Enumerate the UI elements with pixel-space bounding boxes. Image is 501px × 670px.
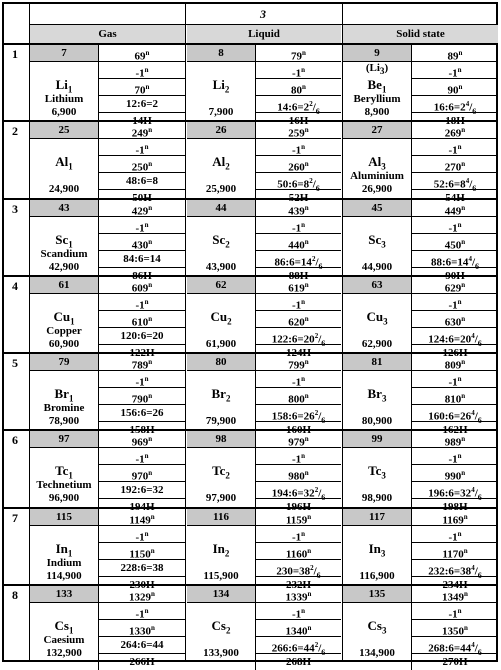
value-minus-one: -1$^n$ xyxy=(412,294,498,311)
element-symbol: $Be_1$ xyxy=(367,77,387,95)
row-number: 8 xyxy=(12,587,18,602)
element-name: Scandium xyxy=(40,247,88,260)
value-h: 198H xyxy=(442,501,468,514)
value-top: 429$^n$ xyxy=(99,200,185,217)
value-minus-one: -1$^n$ xyxy=(256,139,341,156)
value-h: 126H xyxy=(442,346,468,359)
value-top: 69$^n$ xyxy=(99,45,185,62)
value-top: 799$^n$ xyxy=(256,354,341,371)
value-fraction: $16:6=2^4/_6$ xyxy=(412,96,498,113)
value-fraction: $230=38^2/_6$ xyxy=(256,560,341,577)
value-fraction: $194:6=32^2/_6$ xyxy=(256,482,341,499)
isotope-values xyxy=(255,122,341,206)
row-number: 4 xyxy=(12,278,18,293)
element-name: Caesium xyxy=(43,633,85,646)
isotope-values xyxy=(98,277,185,361)
element-symbol: $Al_2$ xyxy=(212,154,230,172)
value-second: 630$^n$ xyxy=(412,311,498,328)
value-second: 810$^n$ xyxy=(412,388,498,405)
value-fraction: $124:6=20^4/_6$ xyxy=(412,328,498,345)
element-symbol: $In_1$ xyxy=(55,540,73,559)
isotope-values xyxy=(411,431,498,515)
value-top: 1169$^n$ xyxy=(412,509,498,526)
value-minus-one: -1$^n$ xyxy=(412,139,498,156)
isotope-cell xyxy=(30,354,185,436)
value-minus-one: -1$^n$ xyxy=(99,139,185,156)
element-symbol: $Tc_1$ xyxy=(55,463,73,481)
atomic-mass: 8,900 xyxy=(364,106,390,118)
value-top: 629$^n$ xyxy=(412,277,498,294)
atomic-mass: 60,900 xyxy=(48,337,80,350)
value-h: 234H xyxy=(442,578,468,591)
row-number: 3 xyxy=(12,201,18,216)
value-minus-one: -1$^n$ xyxy=(412,603,498,620)
column-divider xyxy=(342,4,343,660)
value-top: 1349$^n$ xyxy=(412,586,498,603)
value-fraction: $160:6=26^4/_6$ xyxy=(412,405,498,422)
isotope-values xyxy=(411,200,498,284)
isotope-number: 61 xyxy=(30,277,98,294)
value-top: 439$^n$ xyxy=(256,200,341,217)
value-second: 90$^n$ xyxy=(412,79,498,96)
value-minus-one: -1$^n$ xyxy=(412,448,498,465)
element-symbol: $Al_3$ xyxy=(368,154,386,172)
value-second: 270$^n$ xyxy=(412,156,498,173)
table-row xyxy=(4,584,496,668)
element-symbol: $Tc_3$ xyxy=(368,463,386,481)
row-number: 7 xyxy=(12,510,18,525)
value-top: 969$^n$ xyxy=(99,431,185,448)
isotope-number: 117 xyxy=(343,509,411,526)
isotope-number: 97 xyxy=(30,431,98,448)
isotope-values xyxy=(255,45,341,129)
isotope-cell xyxy=(343,354,498,436)
value-h: 270H xyxy=(442,655,468,668)
value-top: 619$^n$ xyxy=(256,277,341,294)
value-second: 800$^n$ xyxy=(256,388,341,405)
element-symbol: $Cs_3$ xyxy=(367,617,387,636)
value-top: 809$^n$ xyxy=(412,354,498,371)
element-symbol: $Cu_3$ xyxy=(366,308,388,327)
value-h: 124H xyxy=(285,346,312,359)
isotope-cell xyxy=(30,509,185,591)
value-minus-one: -1$^n$ xyxy=(99,371,185,388)
value-minus-one: -1$^n$ xyxy=(412,371,498,388)
isotope-cell xyxy=(187,354,341,436)
element-name: Indium xyxy=(46,556,82,569)
value-minus-one: -1$^n$ xyxy=(99,294,185,311)
value-second: 70$^n$ xyxy=(99,79,185,96)
isotope-values xyxy=(411,586,498,670)
isotope-values xyxy=(411,45,498,129)
isotope-number: 80 xyxy=(187,354,255,371)
value-top: 269$^n$ xyxy=(412,122,498,139)
value-h: 14H xyxy=(132,115,152,127)
value-top: 979$^n$ xyxy=(256,431,341,448)
row-number: 6 xyxy=(12,433,18,448)
isotope-number: 81 xyxy=(343,354,411,371)
value-fraction: 120:6=20 xyxy=(99,328,185,345)
value-h: 18H xyxy=(445,115,465,127)
value-fraction: $158:6=26^2/_6$ xyxy=(256,405,341,422)
value-minus-one: -1$^n$ xyxy=(412,526,498,543)
value-second: 450$^n$ xyxy=(412,234,498,251)
element-name: Aluminium xyxy=(350,170,404,183)
value-second: 790$^n$ xyxy=(99,388,185,405)
isotope-values xyxy=(98,586,185,670)
column-header-gas: Gas xyxy=(30,25,185,43)
atomic-mass: 115,900 xyxy=(203,569,239,582)
atomic-mass: 25,900 xyxy=(205,183,237,196)
table-row xyxy=(4,507,496,591)
atomic-mass: 7,900 xyxy=(208,106,234,118)
value-minus-one: -1$^n$ xyxy=(99,448,185,465)
isotope-values xyxy=(98,45,185,129)
table-row xyxy=(4,275,496,359)
value-top: 789$^n$ xyxy=(99,354,185,371)
isotope-cell xyxy=(187,509,341,591)
isotope-cell xyxy=(187,200,341,282)
value-second: 980$^n$ xyxy=(256,465,341,482)
atomic-mass: 44,900 xyxy=(361,260,393,273)
isotope-cell xyxy=(187,122,341,205)
element-symbol: $Cs_2$ xyxy=(211,617,231,636)
value-fraction: $196:6=32^4/_6$ xyxy=(412,482,498,499)
column-divider xyxy=(185,4,186,660)
element-symbol: $Tc_2$ xyxy=(212,463,230,481)
value-second: 430$^n$ xyxy=(99,234,185,251)
isotope-number: 79 xyxy=(30,354,98,371)
element-symbol: $In_3$ xyxy=(368,540,386,559)
isotope-number: 62 xyxy=(187,277,255,294)
value-second: 80$^n$ xyxy=(256,79,341,96)
isotope-values xyxy=(255,277,341,361)
element-symbol: $Sc_2$ xyxy=(212,231,230,250)
isotope-values xyxy=(98,431,185,515)
isotope-number: 115 xyxy=(30,509,98,526)
atomic-mass: 96,900 xyxy=(48,492,80,505)
isotope-cell xyxy=(30,45,185,127)
isotope-cell xyxy=(30,122,185,205)
value-second: 990$^n$ xyxy=(412,465,498,482)
value-h: 88H xyxy=(288,269,309,282)
isotope-number: 116 xyxy=(187,509,255,526)
value-h: 268H xyxy=(285,655,312,668)
isotope-cell xyxy=(343,431,498,514)
atomic-mass: 134,900 xyxy=(359,646,395,659)
table-row xyxy=(4,429,496,514)
value-minus-one: -1$^n$ xyxy=(256,448,341,465)
value-second: 260$^n$ xyxy=(256,156,341,173)
isotope-cell xyxy=(343,277,498,359)
atomic-mass: 24,900 xyxy=(48,183,80,196)
isotope-number: 63 xyxy=(343,277,411,294)
isotope-table xyxy=(2,2,498,668)
value-minus-one: -1$^n$ xyxy=(412,62,498,79)
value-second: 610$^n$ xyxy=(99,311,185,328)
element-symbol: $Sc_1$ xyxy=(55,231,73,250)
value-second: 1170$^n$ xyxy=(412,543,498,560)
value-h: 50H xyxy=(132,192,152,205)
value-minus-one: -1$^n$ xyxy=(256,62,341,79)
isotope-values xyxy=(98,354,185,438)
value-second: 1350$^n$ xyxy=(412,620,498,637)
value-top: 1159$^n$ xyxy=(256,509,341,526)
atomic-mass: 80,900 xyxy=(361,415,393,427)
isotope-values xyxy=(411,354,498,438)
value-fraction: $52:6=8^4/_6$ xyxy=(412,173,498,190)
value-minus-one: -1$^n$ xyxy=(256,371,341,388)
value-top: 449$^n$ xyxy=(412,200,498,217)
value-h: 194H xyxy=(129,501,155,514)
atomic-mass: 78,900 xyxy=(48,415,80,427)
value-fraction: 264:6=44 xyxy=(99,637,185,654)
isotope-number: 43 xyxy=(30,200,98,217)
value-top: 1339$^n$ xyxy=(256,586,341,603)
value-minus-one: -1$^n$ xyxy=(99,217,185,234)
value-top: 249$^n$ xyxy=(99,122,185,139)
isotope-number: 98 xyxy=(187,431,255,448)
value-h: 160H xyxy=(285,424,312,436)
value-top: 259$^n$ xyxy=(256,122,341,139)
isotope-values xyxy=(98,200,185,284)
value-h: 52H xyxy=(288,192,309,205)
value-minus-one: -1$^n$ xyxy=(99,526,185,543)
value-top: 1329$^n$ xyxy=(99,586,185,603)
symbol-alt: $(Li_3)$ xyxy=(365,62,389,77)
isotope-cell xyxy=(343,200,498,282)
value-fraction: $266:6=44^2/_6$ xyxy=(256,637,341,654)
value-minus-one: -1$^n$ xyxy=(412,217,498,234)
column-header-solid: Solid state xyxy=(343,25,498,43)
value-h: 90H xyxy=(445,269,465,282)
table-title: 3 xyxy=(30,4,496,25)
atomic-mass: 26,900 xyxy=(361,183,393,196)
value-fraction: 192:6=32 xyxy=(99,482,185,499)
value-minus-one: -1$^n$ xyxy=(99,62,185,79)
isotope-values xyxy=(255,354,341,438)
value-fraction: $50:6=8^2/_6$ xyxy=(256,173,341,190)
value-h: 16H xyxy=(288,115,309,127)
isotope-values xyxy=(255,586,341,670)
atomic-mass: 133,900 xyxy=(203,646,239,659)
table-row xyxy=(4,198,496,282)
element-name: Copper xyxy=(46,324,82,337)
isotope-cell xyxy=(343,586,498,668)
value-second: 1150$^n$ xyxy=(99,543,185,560)
value-minus-one: -1$^n$ xyxy=(256,217,341,234)
isotope-number: 133 xyxy=(30,586,98,603)
column-header-liquid: Liquid xyxy=(187,25,341,43)
atomic-mass: 132,900 xyxy=(46,646,82,659)
value-minus-one: -1$^n$ xyxy=(256,294,341,311)
value-second: 970$^n$ xyxy=(99,465,185,482)
isotope-cell xyxy=(30,586,185,668)
element-symbol: $Cu_2$ xyxy=(210,308,232,327)
table-row xyxy=(4,352,496,436)
value-second: 1340$^n$ xyxy=(256,620,341,637)
isotope-cell xyxy=(187,277,341,359)
value-fraction: $232:6=38^4/_6$ xyxy=(412,560,498,577)
value-fraction: 48:6=8 xyxy=(99,173,185,190)
value-fraction: $268:6=44^4/_6$ xyxy=(412,637,498,654)
element-symbol: $Br_3$ xyxy=(367,386,387,404)
isotope-cell xyxy=(343,45,498,127)
atomic-mass: 62,900 xyxy=(361,337,393,350)
isotope-cell xyxy=(187,431,341,514)
row-number: 2 xyxy=(12,124,18,139)
element-name: Bromine xyxy=(43,402,85,414)
isotope-values xyxy=(255,200,341,284)
value-fraction: $14:6=2^2/_6$ xyxy=(256,96,341,113)
element-name: Technetium xyxy=(36,479,92,492)
value-minus-one: -1$^n$ xyxy=(99,603,185,620)
element-name: Beryllium xyxy=(353,93,401,105)
value-minus-one: -1$^n$ xyxy=(256,603,341,620)
isotope-cell xyxy=(187,586,341,668)
isotope-values xyxy=(255,509,341,593)
value-h: 232H xyxy=(285,578,312,591)
value-minus-one: -1$^n$ xyxy=(256,526,341,543)
table-row xyxy=(4,120,496,205)
value-fraction: 156:6=26 xyxy=(99,405,185,422)
atomic-mass: 6,900 xyxy=(51,106,77,118)
isotope-cell xyxy=(343,509,498,591)
element-symbol: $Cu_1$ xyxy=(53,308,75,327)
value-h: 196H xyxy=(285,501,312,514)
value-fraction: 228:6=38 xyxy=(99,560,185,577)
isotope-cell xyxy=(30,200,185,282)
value-h: 86H xyxy=(132,269,152,282)
isotope-cell xyxy=(30,277,185,359)
value-top: 609$^n$ xyxy=(99,277,185,294)
value-h: 122H xyxy=(129,346,155,359)
atomic-mass: 98,900 xyxy=(361,492,393,505)
element-symbol: $Al_1$ xyxy=(55,154,73,172)
element-symbol: $In_2$ xyxy=(212,540,230,559)
value-fraction: 84:6=14 xyxy=(99,251,185,268)
atomic-mass: 61,900 xyxy=(205,337,237,350)
isotope-number: 26 xyxy=(187,122,255,139)
table-row xyxy=(4,43,496,127)
atomic-mass: 43,900 xyxy=(205,260,237,273)
value-top: 79$^n$ xyxy=(256,45,341,62)
row-number: 5 xyxy=(12,356,18,370)
element-name: Lithium xyxy=(44,93,84,105)
value-fraction: $86:6=14^2/_6$ xyxy=(256,251,341,268)
value-fraction: $88:6=14^4/_6$ xyxy=(412,251,498,268)
column-header-row xyxy=(30,25,496,44)
value-top: 989$^n$ xyxy=(412,431,498,448)
row-number: 1 xyxy=(12,47,18,61)
isotope-number: 7 xyxy=(30,45,98,62)
isotope-values xyxy=(411,122,498,206)
isotope-number: 8 xyxy=(187,45,255,62)
value-fraction: 12:6=2 xyxy=(99,96,185,113)
isotope-values xyxy=(411,509,498,593)
element-symbol: $Sc_3$ xyxy=(368,231,386,250)
value-second: 1330$^n$ xyxy=(99,620,185,637)
value-second: 620$^n$ xyxy=(256,311,341,328)
value-top: 89$^n$ xyxy=(412,45,498,62)
isotope-values xyxy=(98,509,185,593)
atomic-mass: 42,900 xyxy=(48,260,80,273)
isotope-cell xyxy=(187,45,341,127)
isotope-values xyxy=(98,122,185,206)
element-symbol: $Li_1$ xyxy=(55,77,73,95)
isotope-number: 27 xyxy=(343,122,411,139)
isotope-values xyxy=(255,431,341,515)
value-h: 162H xyxy=(442,424,468,436)
isotope-number: 25 xyxy=(30,122,98,139)
element-symbol: $Cs_1$ xyxy=(54,617,74,636)
element-symbol: $Li_2$ xyxy=(212,77,230,95)
atomic-mass: 97,900 xyxy=(205,492,237,505)
value-h: 158H xyxy=(129,424,155,436)
isotope-values xyxy=(411,277,498,361)
value-fraction: $122:6=20^2/_6$ xyxy=(256,328,341,345)
isotope-number: 44 xyxy=(187,200,255,217)
value-second: 1160$^n$ xyxy=(256,543,341,560)
atomic-mass: 114,900 xyxy=(46,569,82,582)
element-symbol: $Br_2$ xyxy=(211,386,231,404)
value-second: 250$^n$ xyxy=(99,156,185,173)
isotope-number: 135 xyxy=(343,586,411,603)
value-second: 440$^n$ xyxy=(256,234,341,251)
value-h: 266H xyxy=(129,655,155,668)
isotope-cell xyxy=(343,122,498,205)
isotope-number: 134 xyxy=(187,586,255,603)
isotope-number: 99 xyxy=(343,431,411,448)
isotope-number: 9 xyxy=(343,45,411,62)
value-top: 1149$^n$ xyxy=(99,509,185,526)
atomic-mass: 79,900 xyxy=(205,415,237,427)
value-h: 54H xyxy=(445,192,465,205)
isotope-number: 45 xyxy=(343,200,411,217)
isotope-cell xyxy=(30,431,185,514)
element-symbol: $Br_1$ xyxy=(54,386,74,404)
value-h: 230H xyxy=(129,578,155,591)
atomic-mass: 116,900 xyxy=(359,569,395,582)
